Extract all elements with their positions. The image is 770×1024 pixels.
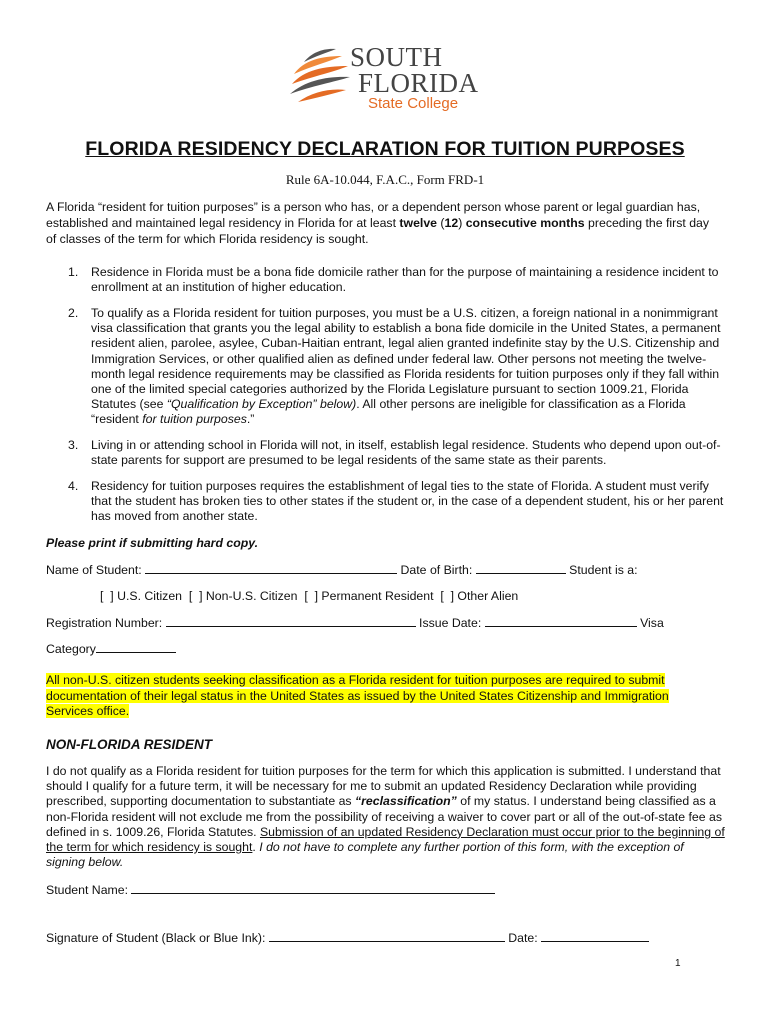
print-note: Please print if submitting hard copy. bbox=[46, 536, 259, 550]
list-text bbox=[91, 306, 726, 428]
intro-paragraph bbox=[46, 199, 716, 247]
list-text-c: .” bbox=[246, 412, 255, 427]
name-field[interactable] bbox=[145, 561, 397, 574]
intro-paren-close: ) bbox=[458, 216, 466, 230]
signature-field[interactable] bbox=[269, 929, 505, 942]
registration-field[interactable] bbox=[166, 614, 416, 627]
nonres-italic: I do not have to complete any further portion of this form, with the exception of signing below. bbox=[46, 840, 684, 870]
nonres-underlined: Submission of an updated Residency Declaration must occur prior to the beginning of the term for which residency is sought bbox=[46, 824, 725, 855]
list-text-b: . All other persons are ineligible for classification as a Florida “resident bbox=[91, 397, 686, 427]
list-item-2 bbox=[46, 306, 726, 428]
category-label: Category bbox=[46, 642, 96, 656]
logo-line-state-college: State College bbox=[368, 95, 459, 112]
signature-row bbox=[46, 929, 649, 946]
citizenship-checkboxes[interactable]: [ ] U.S. Citizen [ ] Non-U.S. Citizen [ ] Permanent Resident [ ] Other Alien bbox=[100, 589, 519, 603]
nonres-reclass: “reclassification” bbox=[354, 794, 457, 809]
nonres-text-3: . bbox=[252, 840, 260, 855]
list-text: Residence in Florida must be a bona fide domicile rather than for the purpose of maintaining a residence incident to enrollment at an institution of higher education. bbox=[91, 265, 719, 295]
list-text-italic: “Qualification by Exception” below) bbox=[166, 397, 357, 412]
form-title: FLORIDA RESIDENCY DECLARATION FOR TUITION PURPOSES bbox=[85, 138, 685, 160]
page-number: 1 bbox=[675, 958, 681, 969]
category-row bbox=[46, 640, 176, 657]
highlight-text: All non-U.S. citizen students seeking classification as a Florida resident for tuition purposes are required to submit documentation of their legal status in the United States as issued by the United States Citizenship and Immigration Services office. bbox=[46, 673, 669, 718]
nonres-text-2: of my status. I understand being classified as a non-Florida resident will not exclude me from the possibility of receiving a waiver to cover part or all of the out-of-state fee as defined in s. 1009.26, Florida Statutes. bbox=[46, 794, 722, 839]
student-is-label: Student is a: bbox=[569, 563, 638, 577]
registration-row bbox=[46, 614, 664, 631]
intro-twelve: twelve bbox=[399, 216, 437, 230]
visa-label: Visa bbox=[640, 616, 664, 630]
intro-paren-open: ( bbox=[437, 216, 445, 230]
list-item-3 bbox=[46, 438, 726, 468]
student-name-row bbox=[46, 881, 495, 898]
signature-date-label: Date: bbox=[508, 931, 538, 945]
non-resident-paragraph bbox=[46, 764, 726, 870]
list-number: 1. bbox=[68, 265, 79, 279]
list-text-italic-2: for tuition purposes bbox=[142, 412, 247, 427]
intro-text-1: A Florida “resident for tuition purposes” is a person who has, or a dependent person whose parent or legal guardian has, established and maintained legal residency in Florida for at least bbox=[46, 200, 701, 230]
list-number: 3. bbox=[68, 438, 79, 452]
list-number: 4. bbox=[68, 479, 79, 493]
student-info-row bbox=[46, 561, 638, 578]
issue-date-field[interactable] bbox=[485, 614, 637, 627]
category-field[interactable] bbox=[96, 640, 176, 653]
signature-label: Signature of Student (Black or Blue Ink): bbox=[46, 931, 266, 945]
intro-consecutive: consecutive months bbox=[465, 216, 585, 230]
signature-date-field[interactable] bbox=[541, 929, 649, 942]
list-text: Residency for tuition purposes requires the establishment of legal ties to the state of Florida. A student must verify that the student has broken ties to other states if the student or, in the case of a dependent student, his or her parent has moved from another state. bbox=[91, 479, 724, 524]
intro-text-2: preceding the first day of classes of the term for which Florida residency is sought. bbox=[46, 216, 710, 246]
list-item-1 bbox=[46, 265, 726, 295]
dob-label: Date of Birth: bbox=[400, 563, 473, 577]
non-resident-heading: NON-FLORIDA RESIDENT bbox=[46, 737, 212, 752]
issue-date-label: Issue Date: bbox=[419, 616, 482, 630]
list-number: 2. bbox=[68, 306, 79, 320]
logo-line-south: SOUTH bbox=[350, 42, 443, 72]
name-label: Name of Student: bbox=[46, 563, 142, 577]
list-text: Living in or attending school in Florida will not, in itself, establish legal residence. Students who depend upon out-of-state parents for support are presumed to be legal residents of the same state as their parents. bbox=[91, 438, 721, 468]
intro-num12: 12 bbox=[444, 216, 459, 230]
student-name-field[interactable] bbox=[131, 881, 495, 894]
college-logo-text bbox=[350, 44, 479, 112]
highlight-notice bbox=[46, 673, 696, 720]
registration-label: Registration Number: bbox=[46, 616, 163, 630]
student-name-label: Student Name: bbox=[46, 883, 129, 897]
list-item-4 bbox=[46, 479, 726, 525]
list-text-a: To qualify as a Florida resident for tuition purposes, you must be a U.S. citizen, a foreign national in a nonimmigrant visa classification that grants you the legal ability to establish a bona fide domicile in the United States, a permanent resident alien, parolee, asylee, Cuban-Haitian entrant, legal alien granted indefinite stay by the U.S. Citizenship and Immigration Services, or other qualified alien as defined under federal law. Other persons not meeting the twelve-month legal residence requirements may be classified as Florida residents for tuition purposes only if they fall within one of the limited special categories authorized by the Florida Legislature pursuant to section 1009.21, Florida Statutes (see bbox=[91, 306, 721, 412]
logo-line-florida: FLORIDA bbox=[358, 68, 479, 98]
dob-field[interactable] bbox=[476, 561, 566, 574]
form-subtitle: Rule 6A-10.044, F.A.C., Form FRD-1 bbox=[285, 172, 485, 187]
nonres-text-1: I do not qualify as a Florida resident for tuition purposes for the term for which this application is submitted. I understand that should I qualify for a future term, it will be necessary for me to submit an updated Residency Declaration while providing prescribed, supporting documentation to substantiate as bbox=[46, 764, 721, 809]
